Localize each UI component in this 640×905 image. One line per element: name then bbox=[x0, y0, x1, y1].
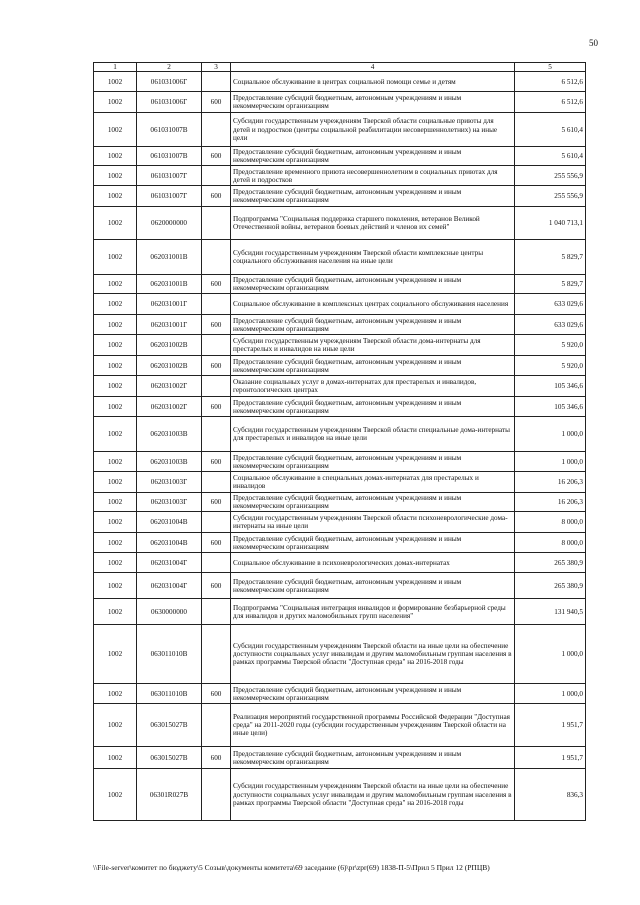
name-cell: Предоставление субсидий бюджетным, автономным учреждениям и иным некоммерческим организациям bbox=[231, 397, 515, 417]
name-cell: Предоставление временного приюта несовершеннолетним в социальных приютах для детей и подростков bbox=[231, 166, 515, 186]
table-row bbox=[94, 376, 586, 397]
section-cell: 1002 bbox=[94, 684, 137, 704]
amount-cell: 1 000,0 bbox=[515, 452, 586, 472]
table-row bbox=[94, 240, 586, 275]
amount-cell: 1 000,0 bbox=[515, 625, 586, 684]
name-cell: Социальное обслуживание в комплексных центрах социального обслуживания населения bbox=[231, 294, 515, 315]
name-cell: Предоставление субсидий бюджетным, автономным учреждениям и иным некоммерческим организациям bbox=[231, 452, 515, 472]
amount-cell: 1 951,7 bbox=[515, 747, 586, 769]
table-row bbox=[94, 684, 586, 704]
amount-cell: 131 940,5 bbox=[515, 599, 586, 625]
table-row bbox=[94, 747, 586, 769]
table-row bbox=[94, 72, 586, 92]
section-cell: 1002 bbox=[94, 472, 137, 493]
table-row bbox=[94, 335, 586, 356]
code-cell: 062031003В bbox=[137, 452, 202, 472]
code-cell: 062031001В bbox=[137, 240, 202, 275]
amount-cell: 5 920,0 bbox=[515, 356, 586, 376]
type-cell bbox=[202, 166, 231, 186]
name-cell: Реализация мероприятий государственной программы Российской Федерации "Доступная среда" на 2011-2020 годы (субсидии государственным учреждениям Тверской области на иные цели) bbox=[231, 704, 515, 747]
code-cell: 062031003В bbox=[137, 417, 202, 452]
code-cell: 062031002В bbox=[137, 335, 202, 356]
section-cell: 1002 bbox=[94, 92, 137, 113]
section-cell: 1002 bbox=[94, 186, 137, 207]
section-cell: 1002 bbox=[94, 573, 137, 599]
name-cell: Субсидии государственным учреждениям Тверской области комплексные центры социального обслуживания населения на иные цели bbox=[231, 240, 515, 275]
section-cell: 1002 bbox=[94, 166, 137, 186]
type-cell: 600 bbox=[202, 186, 231, 207]
type-cell bbox=[202, 472, 231, 493]
code-cell: 061031007Г bbox=[137, 166, 202, 186]
type-cell: 600 bbox=[202, 397, 231, 417]
table-row bbox=[94, 493, 586, 512]
name-cell: Субсидии государственным учреждениям Тверской области на иные цели на обеспечение доступности социальных услуг инвалидам и другим маломобильным группам населения в рамках программы Тверской области "Доступная среда" на 2016-2018 годы bbox=[231, 769, 515, 821]
type-cell bbox=[202, 553, 231, 573]
amount-cell: 1 040 713,1 bbox=[515, 207, 586, 240]
amount-cell: 6 512,6 bbox=[515, 92, 586, 113]
type-cell: 600 bbox=[202, 92, 231, 113]
header-cell: 2 bbox=[137, 63, 202, 72]
code-cell: 062031004В bbox=[137, 533, 202, 553]
name-cell: Предоставление субсидий бюджетным, автономным учреждениям и иным некоммерческим организациям bbox=[231, 493, 515, 512]
code-cell: 0620000000 bbox=[137, 207, 202, 240]
section-cell: 1002 bbox=[94, 747, 137, 769]
type-cell: 600 bbox=[202, 573, 231, 599]
amount-cell: 265 380,9 bbox=[515, 573, 586, 599]
section-cell: 1002 bbox=[94, 335, 137, 356]
type-cell: 600 bbox=[202, 684, 231, 704]
code-cell: 063011010В bbox=[137, 684, 202, 704]
amount-cell: 255 556,9 bbox=[515, 166, 586, 186]
table-row bbox=[94, 599, 586, 625]
header-cell: 1 bbox=[94, 63, 137, 72]
amount-cell: 1 951,7 bbox=[515, 704, 586, 747]
type-cell bbox=[202, 376, 231, 397]
table-header bbox=[94, 63, 586, 72]
table-row bbox=[94, 294, 586, 315]
name-cell: Субсидии государственным учреждениям Тверской области специальные дома-интернаты для престарелых и инвалидов на иные цели bbox=[231, 417, 515, 452]
name-cell: Субсидии государственным учреждениям Тверской области психоневрологические дома-интернаты на иные цели bbox=[231, 512, 515, 533]
amount-cell: 16 206,3 bbox=[515, 472, 586, 493]
code-cell: 0630000000 bbox=[137, 599, 202, 625]
section-cell: 1002 bbox=[94, 72, 137, 92]
name-cell: Предоставление субсидий бюджетным, автономным учреждениям и иным некоммерческим организациям bbox=[231, 147, 515, 166]
type-cell: 600 bbox=[202, 147, 231, 166]
table-row bbox=[94, 356, 586, 376]
section-cell: 1002 bbox=[94, 356, 137, 376]
amount-cell: 633 029,6 bbox=[515, 294, 586, 315]
type-cell bbox=[202, 72, 231, 92]
section-cell: 1002 bbox=[94, 207, 137, 240]
table-row bbox=[94, 625, 586, 684]
name-cell: Предоставление субсидий бюджетным, автономным учреждениям и иным некоммерческим организациям bbox=[231, 573, 515, 599]
table-row bbox=[94, 92, 586, 113]
budget-table bbox=[93, 62, 586, 821]
amount-cell: 8 000,0 bbox=[515, 533, 586, 553]
code-cell: 061031006Г bbox=[137, 72, 202, 92]
amount-cell: 16 206,3 bbox=[515, 493, 586, 512]
code-cell: 062031004Г bbox=[137, 573, 202, 599]
type-cell: 600 bbox=[202, 452, 231, 472]
type-cell bbox=[202, 207, 231, 240]
section-cell: 1002 bbox=[94, 493, 137, 512]
section-cell: 1002 bbox=[94, 512, 137, 533]
section-cell: 1002 bbox=[94, 397, 137, 417]
code-cell: 061031007Г bbox=[137, 186, 202, 207]
amount-cell: 5 829,7 bbox=[515, 240, 586, 275]
table-row bbox=[94, 417, 586, 452]
table-row bbox=[94, 452, 586, 472]
header-cell: 3 bbox=[202, 63, 231, 72]
table-row bbox=[94, 512, 586, 533]
table-body bbox=[94, 72, 586, 821]
table-row bbox=[94, 207, 586, 240]
code-cell: 061031007В bbox=[137, 147, 202, 166]
name-cell: Социальное обслуживание в специальных домах-интернатах для престарелых и инвалидов bbox=[231, 472, 515, 493]
header-row bbox=[94, 63, 586, 72]
code-cell: 061031007В bbox=[137, 113, 202, 147]
amount-cell: 633 029,6 bbox=[515, 315, 586, 335]
section-cell: 1002 bbox=[94, 533, 137, 553]
name-cell: Подпрограмма "Социальная интеграция инвалидов и формирование безбарьерной среды для инвалидов и других маломобильных групп населения" bbox=[231, 599, 515, 625]
type-cell bbox=[202, 625, 231, 684]
type-cell: 600 bbox=[202, 315, 231, 335]
code-cell: 062031004Г bbox=[137, 553, 202, 573]
code-cell: 062031001В bbox=[137, 275, 202, 294]
code-cell: 062031002Г bbox=[137, 376, 202, 397]
type-cell bbox=[202, 113, 231, 147]
table-row bbox=[94, 472, 586, 493]
code-cell: 063011010В bbox=[137, 625, 202, 684]
table-row bbox=[94, 704, 586, 747]
name-cell: Социальное обслуживание в психоневрологических домах-интернатах bbox=[231, 553, 515, 573]
file-path-footer: \\File-server\комитет по бюджету\5 Созыв\документы комитета\69 заседание (6)\pr\zpr(69) 1838-П-5\Прил 5 Прил 12 (РПЦВ) bbox=[93, 863, 490, 872]
name-cell: Предоставление субсидий бюджетным, автономным учреждениям и иным некоммерческим организациям bbox=[231, 684, 515, 704]
type-cell: 600 bbox=[202, 275, 231, 294]
section-cell: 1002 bbox=[94, 599, 137, 625]
name-cell: Предоставление субсидий бюджетным, автономным учреждениям и иным некоммерческим организациям bbox=[231, 747, 515, 769]
type-cell: 600 bbox=[202, 493, 231, 512]
amount-cell: 1 000,0 bbox=[515, 417, 586, 452]
code-cell: 062031004В bbox=[137, 512, 202, 533]
code-cell: 062031002В bbox=[137, 356, 202, 376]
amount-cell: 105 346,6 bbox=[515, 376, 586, 397]
section-cell: 1002 bbox=[94, 240, 137, 275]
code-cell: 062031001Г bbox=[137, 294, 202, 315]
type-cell: 600 bbox=[202, 356, 231, 376]
type-cell: 600 bbox=[202, 747, 231, 769]
type-cell bbox=[202, 335, 231, 356]
table-row bbox=[94, 769, 586, 821]
name-cell: Субсидии государственным учреждениям Тверской области на иные цели на обеспечение доступности социальных услуг инвалидам и другим маломобильным группам населения в рамках программы Тверской области "Доступная среда" на 2016-2018 годы bbox=[231, 625, 515, 684]
table-row bbox=[94, 166, 586, 186]
section-cell: 1002 bbox=[94, 625, 137, 684]
name-cell: Социальное обслуживание в центрах социальной помощи семье и детям bbox=[231, 72, 515, 92]
type-cell bbox=[202, 512, 231, 533]
page-number: 50 bbox=[589, 38, 598, 48]
amount-cell: 105 346,6 bbox=[515, 397, 586, 417]
amount-cell: 5 610,4 bbox=[515, 147, 586, 166]
code-cell: 062031001Г bbox=[137, 315, 202, 335]
table-row bbox=[94, 147, 586, 166]
code-cell: 062031003Г bbox=[137, 493, 202, 512]
section-cell: 1002 bbox=[94, 315, 137, 335]
amount-cell: 836,3 bbox=[515, 769, 586, 821]
section-cell: 1002 bbox=[94, 294, 137, 315]
section-cell: 1002 bbox=[94, 113, 137, 147]
section-cell: 1002 bbox=[94, 769, 137, 821]
section-cell: 1002 bbox=[94, 704, 137, 747]
section-cell: 1002 bbox=[94, 275, 137, 294]
section-cell: 1002 bbox=[94, 452, 137, 472]
table-row bbox=[94, 275, 586, 294]
type-cell bbox=[202, 769, 231, 821]
name-cell: Субсидии государственным учреждениям Тверской области дома-интернаты для престарелых и инвалидов на иные цели bbox=[231, 335, 515, 356]
name-cell: Субсидии государственным учреждениям Тверской области социальные приюты для детей и подростков (центры социальной реабилитации несовершеннолетних) на иные цели bbox=[231, 113, 515, 147]
name-cell: Предоставление субсидий бюджетным, автономным учреждениям и иным некоммерческим организациям bbox=[231, 186, 515, 207]
name-cell: Оказание социальных услуг в домах-интернатах для престарелых и инвалидов, геронтологических центрах bbox=[231, 376, 515, 397]
code-cell: 063015027В bbox=[137, 704, 202, 747]
section-cell: 1002 bbox=[94, 147, 137, 166]
name-cell: Предоставление субсидий бюджетным, автономным учреждениям и иным некоммерческим организациям bbox=[231, 315, 515, 335]
section-cell: 1002 bbox=[94, 376, 137, 397]
type-cell bbox=[202, 417, 231, 452]
name-cell: Предоставление субсидий бюджетным, автономным учреждениям и иным некоммерческим организациям bbox=[231, 533, 515, 553]
type-cell bbox=[202, 704, 231, 747]
code-cell: 062031003Г bbox=[137, 472, 202, 493]
header-cell: 4 bbox=[231, 63, 515, 72]
header-cell: 5 bbox=[515, 63, 586, 72]
table-row bbox=[94, 553, 586, 573]
amount-cell: 5 920,0 bbox=[515, 335, 586, 356]
amount-cell: 5 610,4 bbox=[515, 113, 586, 147]
type-cell bbox=[202, 294, 231, 315]
table-row bbox=[94, 533, 586, 553]
amount-cell: 265 380,9 bbox=[515, 553, 586, 573]
table-row bbox=[94, 573, 586, 599]
amount-cell: 1 000,0 bbox=[515, 684, 586, 704]
code-cell: 061031006Г bbox=[137, 92, 202, 113]
amount-cell: 5 829,7 bbox=[515, 275, 586, 294]
name-cell: Предоставление субсидий бюджетным, автономным учреждениям и иным некоммерческим организациям bbox=[231, 356, 515, 376]
section-cell: 1002 bbox=[94, 417, 137, 452]
table-row bbox=[94, 397, 586, 417]
type-cell: 600 bbox=[202, 533, 231, 553]
table-row bbox=[94, 113, 586, 147]
table-row bbox=[94, 186, 586, 207]
code-cell: 06301R027В bbox=[137, 769, 202, 821]
amount-cell: 6 512,6 bbox=[515, 72, 586, 92]
code-cell: 062031002Г bbox=[137, 397, 202, 417]
amount-cell: 255 556,9 bbox=[515, 186, 586, 207]
type-cell bbox=[202, 240, 231, 275]
section-cell: 1002 bbox=[94, 553, 137, 573]
name-cell: Подпрограмма "Социальная поддержка старшего поколения, ветеранов Великой Отечественной войны, ветеранов боевых действий и членов их семей" bbox=[231, 207, 515, 240]
amount-cell: 8 000,0 bbox=[515, 512, 586, 533]
code-cell: 063015027В bbox=[137, 747, 202, 769]
name-cell: Предоставление субсидий бюджетным, автономным учреждениям и иным некоммерческим организациям bbox=[231, 275, 515, 294]
type-cell bbox=[202, 599, 231, 625]
name-cell: Предоставление субсидий бюджетным, автономным учреждениям и иным некоммерческим организациям bbox=[231, 92, 515, 113]
table-row bbox=[94, 315, 586, 335]
